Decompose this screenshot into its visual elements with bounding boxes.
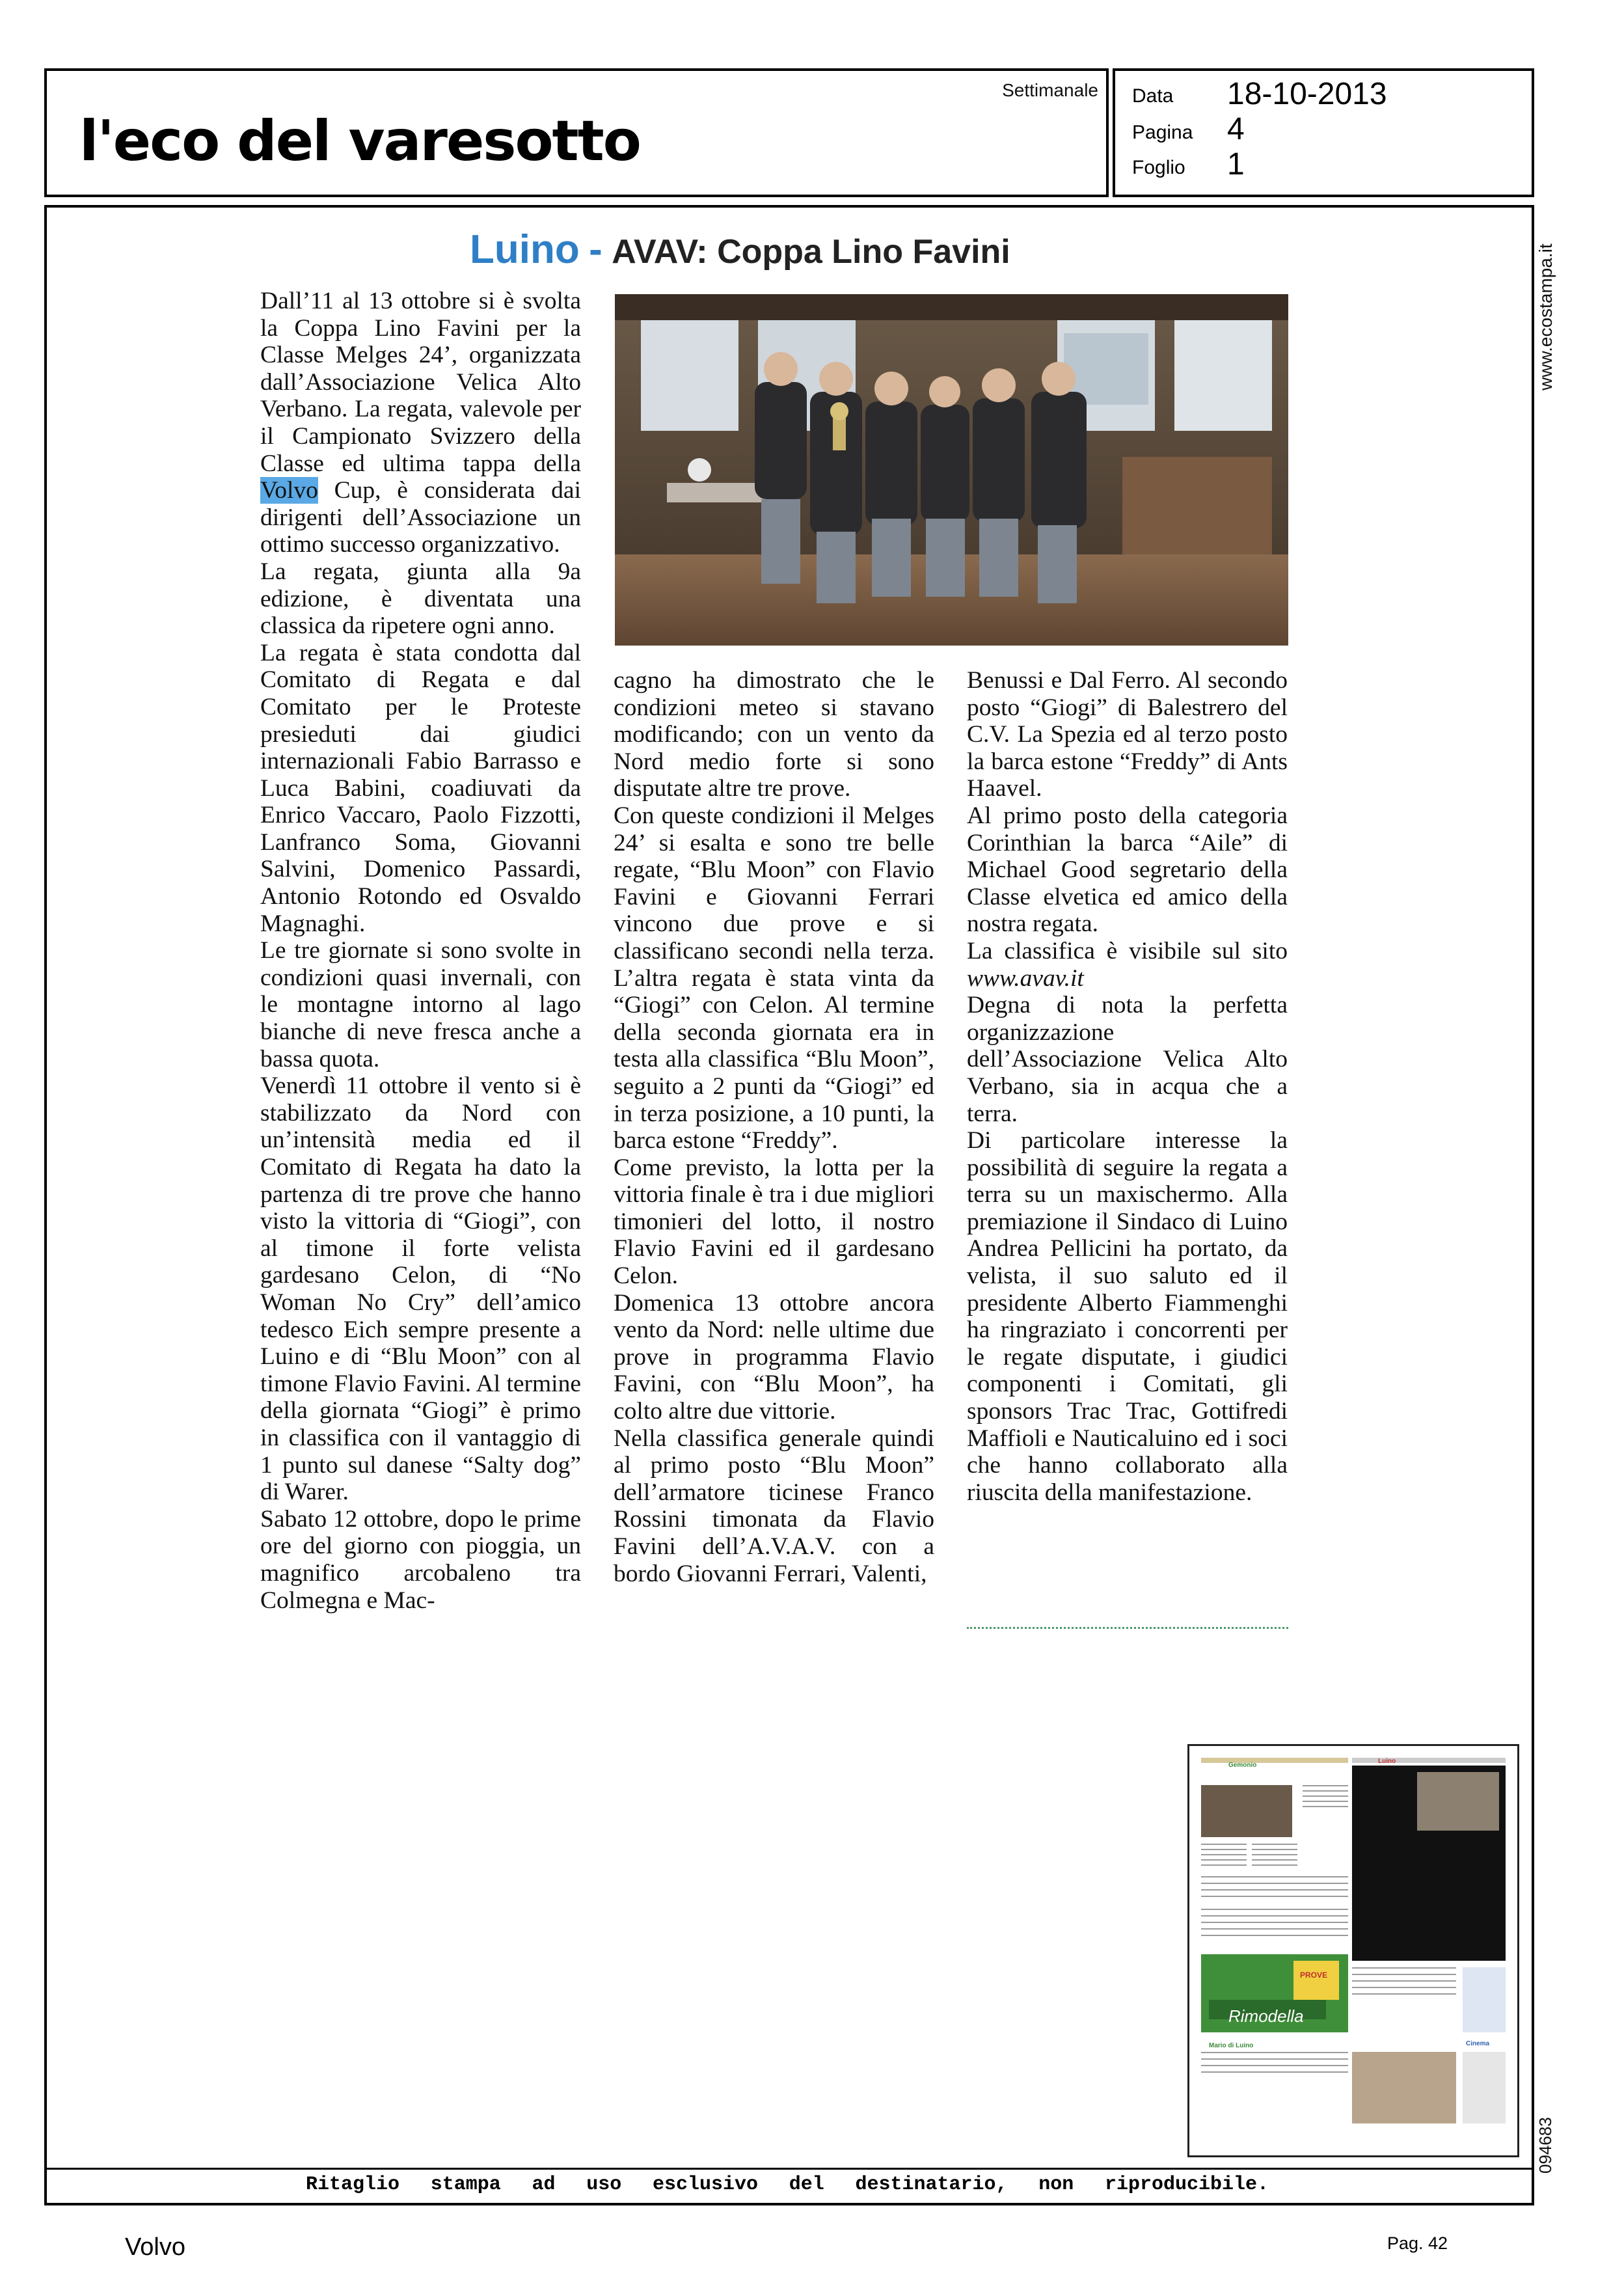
page-label: Pagina bbox=[1132, 122, 1193, 143]
notice-word: riproducibile. bbox=[1104, 2174, 1269, 2196]
col1-paragraph-2: La regata, giunta alla 9a edizione, è diventata una classica da ripetere ogni anno. bbox=[260, 558, 581, 640]
frequency-label: Settimanale bbox=[1002, 80, 1098, 100]
article-photo bbox=[615, 294, 1288, 646]
thumbnail-bottom-left: Mario di Luino bbox=[1209, 2042, 1254, 2049]
title-place: Luino bbox=[470, 227, 580, 272]
sheet-label: Foglio bbox=[1132, 157, 1185, 178]
sheet-value: 1 bbox=[1227, 147, 1245, 182]
highlighted-keyword: Volvo bbox=[260, 477, 318, 504]
col1-paragraph-4: Le tre giornate si sono svolte in condizioni quasi invernali, con le montagne intorno al lago bianche di neve fresca anche a bassa quota. bbox=[260, 937, 581, 1072]
article-end-divider bbox=[967, 1627, 1288, 1629]
clip-code: 094683 bbox=[1536, 2117, 1555, 2174]
col2-paragraph-4: Domenica 13 ottobre ancora vento da Nord: nelle ultime due prove in programma Flavio Favini, con “Blu Moon”, ha colto altre due vittorie. bbox=[614, 1289, 934, 1425]
thumbnail-title-left: Gemonio bbox=[1228, 1762, 1257, 1769]
thumbnail-banner: Rimodella bbox=[1228, 2006, 1304, 2026]
col2-paragraph-3: Come previsto, la lotta per la vittoria finale è tra i due migliori timonieri del lotto, il nostro Flavio Favini ed il gardesano Celon. bbox=[614, 1154, 934, 1290]
col1-paragraph-3: La regata è stata condotta dal Comitato di Regata e dal Comitato per le Proteste presieduti dai giudici internazionali Fabio Barrasso e Luca Babini, coadiuvati da Enrico Vaccaro, Paolo Fizzotti, Lanfranco Soma, Giovanni Salvini, Domenico Passardi, Antonio Rotondo ed Osvaldo Magnaghi. bbox=[260, 639, 581, 937]
notice-word: Ritaglio bbox=[306, 2174, 400, 2196]
article-column-2 bbox=[614, 667, 934, 1587]
col2-paragraph-5: Nella classifica generale quindi al primo posto “Blu Moon” dell’armatore ticinese Franco Rossini timonata da Flavio Favini dell’A.V.A.V. con a bordo Giovanni Ferrari, Valenti, bbox=[614, 1425, 934, 1587]
notice-separator bbox=[44, 2168, 1534, 2170]
date-label: Data bbox=[1132, 85, 1174, 107]
thumbnail-title-mid: Luino bbox=[1378, 1758, 1396, 1765]
date-value: 18-10-2013 bbox=[1227, 77, 1387, 111]
website-label: www.ecostampa.it bbox=[1536, 243, 1556, 390]
col1-paragraph-6: Sabato 12 ottobre, dopo le prime ore del giorno con pioggia, un magnifico arcobaleno tra Colmegna e Mac- bbox=[260, 1505, 581, 1614]
col3-paragraph-3 bbox=[967, 938, 1288, 992]
title-main: AVAV: Coppa Lino Favini bbox=[612, 233, 1010, 271]
title-dash: - bbox=[589, 227, 602, 272]
col1-paragraph-1 bbox=[260, 288, 581, 558]
page-thumbnail bbox=[1187, 1744, 1519, 2157]
article-column-1 bbox=[260, 288, 581, 1614]
col3-paragraph-2: Al primo posto della categoria Corinthian la barca “Aile” di Michael Good segretario della Classe elvetica ed amico della nostra regata. bbox=[967, 802, 1288, 938]
masthead-box bbox=[44, 68, 1109, 197]
col1-p1-text-end: Cup, è considerata dai dirigenti dell’Associazione un ottimo successo organizzativo. bbox=[260, 477, 581, 558]
notice-word: non bbox=[1038, 2174, 1074, 2196]
col2-paragraph-1: cagno ha dimostrato che le condizioni meteo si stavano modificando; con un vento da Nord medio forte si sono disputate altre tre prove. bbox=[614, 667, 934, 802]
keyword-label: Volvo bbox=[125, 2233, 185, 2261]
thumbnail-page-preview bbox=[1189, 1746, 1517, 2155]
masthead-title: l'eco del varesotto bbox=[79, 109, 640, 174]
notice-word: del bbox=[789, 2174, 824, 2196]
notice-word: stampa bbox=[430, 2174, 501, 2196]
col2-paragraph-2: Con queste condizioni il Melges 24’ si esalta e sono tre belle regate, “Blu Moon” con Flavio Favini e Giovanni Ferrari vincono due prove e si classificano secondi nella terza. L’altra regata è stata vinta da “Giogi” con Celon. Al termine della seconda giornata era in testa alla classifica “Blu Moon”, seguito a 2 punti da “Giogi” ed in terza posizione, a 10 punti, la barca estone “Freddy”. bbox=[614, 802, 934, 1154]
notice-word: uso bbox=[586, 2174, 622, 2196]
article-column-3 bbox=[967, 667, 1288, 1506]
col1-paragraph-5: Venerdì 11 ottobre il vento si è stabilizzato da Nord con un’intensità media ed il Comitato di Regata ha dato la partenza di tre prove che hanno visto la vittoria di “Giogi”, con al timone il forte velista gardesano Celon, di “No Woman No Cry” dell’amico tedesco Eich sempre presente a Luino e di “Blu Moon” con al timone Flavio Favini. Al termine della giornata “Giogi” è primo in classifica con il vantaggio di 1 punto sul danese “Salty dog” di Warer. bbox=[260, 1072, 581, 1506]
thumbnail-bottom-right: Cinema bbox=[1466, 2040, 1490, 2047]
page-value: 4 bbox=[1227, 112, 1245, 146]
article-title bbox=[470, 226, 1010, 273]
notice-word: esclusivo bbox=[652, 2174, 758, 2196]
reproduction-notice bbox=[306, 2174, 1269, 2196]
col1-p1-text: Dall’11 al 13 ottobre si è svolta la Coppa Lino Favini per la Classe Melges 24’, organizzata dall’Associazione Velica Alto Verbano. La regata, valevole per il Campionato Svizzero della Classe ed ultima tappa della bbox=[260, 288, 581, 477]
website-link[interactable]: www.avav.it bbox=[967, 964, 1084, 992]
page-number: Pag. 42 bbox=[1387, 2233, 1448, 2253]
col3-paragraph-1: Benussi e Dal Ferro. Al secondo posto “Giogi” di Balestrero del C.V. La Spezia ed al terzo posto la barca estone “Freddy” di Ants Haavel. bbox=[967, 667, 1288, 802]
notice-word: ad bbox=[532, 2174, 556, 2196]
meta-box bbox=[1113, 68, 1534, 197]
thumbnail-banner-sub: PROVE bbox=[1300, 1971, 1328, 1980]
col3-paragraph-5: Di particolare interesse la possibilità di seguire la regata a terra su un maxischermo. Alla premiazione il Sindaco di Luino Andrea Pellicini ha portato, da velista, il suo saluto ed il presidente Alberto Fiammenghi ha ringraziato i concorrenti per le regate disputate, i giudici componenti i Comitati, gli sponsors Trac Trac, Gottifredi Maffioli e Nauticaluino ed i soci che hanno collaborato alla riuscita della manifestazione. bbox=[967, 1127, 1288, 1506]
col3-paragraph-4: Degna di nota la perfetta organizzazione dell’Associazione Velica Alto Verbano, sia in acqua che a terra. bbox=[967, 992, 1288, 1127]
notice-word: destinatario, bbox=[855, 2174, 1008, 2196]
col3-p3-text: La classifica è visibile sul sito bbox=[967, 937, 1288, 964]
photo-award-ceremony bbox=[615, 294, 1288, 646]
